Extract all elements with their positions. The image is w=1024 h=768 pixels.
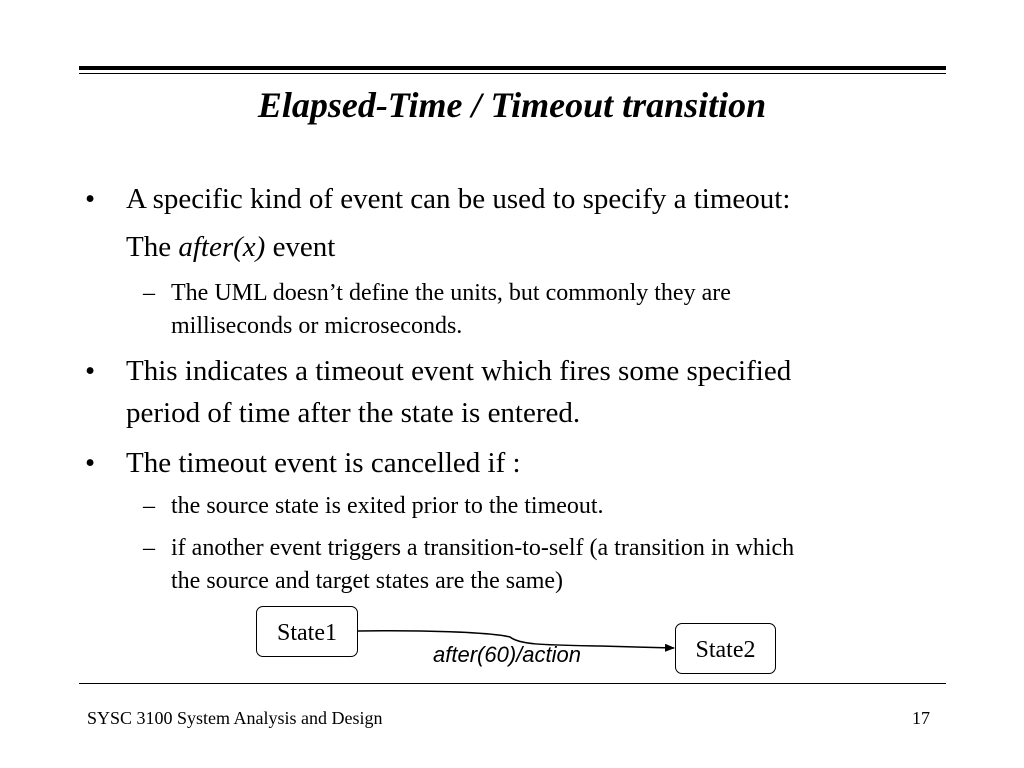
footer-course-title: SYSC 3100 System Analysis and Design — [87, 708, 383, 728]
state2-label: State2 — [695, 637, 756, 663]
footer-page-number: 17 — [912, 708, 930, 728]
bullet-marker: • — [85, 183, 96, 215]
sub-bullet-3-2-line-1: if another event triggers a transition-to-self (a transition in which — [171, 535, 795, 561]
bullet-1-line-2-suffix: event — [265, 231, 336, 263]
sub-bullet-marker: – — [143, 280, 155, 306]
bullet-3-line-1: The timeout event is cancelled if : — [126, 447, 521, 479]
sub-bullet-3-1-line-1: the source state is exited prior to the timeout. — [171, 493, 604, 519]
bullet-marker: • — [85, 447, 96, 479]
after-x-event-term: after(x) — [178, 231, 266, 263]
bullet-2-line-1: This indicates a timeout event which fires some specified — [126, 355, 792, 387]
sub-bullet-marker: – — [143, 535, 155, 561]
bullet-1-line-1: A specific kind of event can be used to specify a timeout: — [126, 183, 791, 215]
state1-label: State1 — [277, 620, 337, 646]
slide-title: Elapsed-Time / Timeout transition — [257, 85, 767, 125]
sub-bullet-1-1-line-1: The UML doesn’t define the units, but commonly they are — [171, 280, 731, 306]
bullet-marker: • — [85, 355, 96, 387]
bullet-1-line-2-prefix: The — [126, 231, 179, 263]
transition-label: after(60)/action — [433, 642, 581, 667]
bullet-2-line-2: period of time after the state is entered. — [126, 397, 581, 429]
state2-box — [675, 623, 776, 674]
sub-bullet-1-1-line-2: milliseconds or microseconds. — [171, 313, 463, 339]
sub-bullet-3-2-line-2: the source and target states are the same) — [171, 568, 564, 594]
sub-bullet-marker: – — [143, 493, 155, 519]
state1-box — [256, 606, 358, 657]
footer-rule — [79, 683, 946, 684]
